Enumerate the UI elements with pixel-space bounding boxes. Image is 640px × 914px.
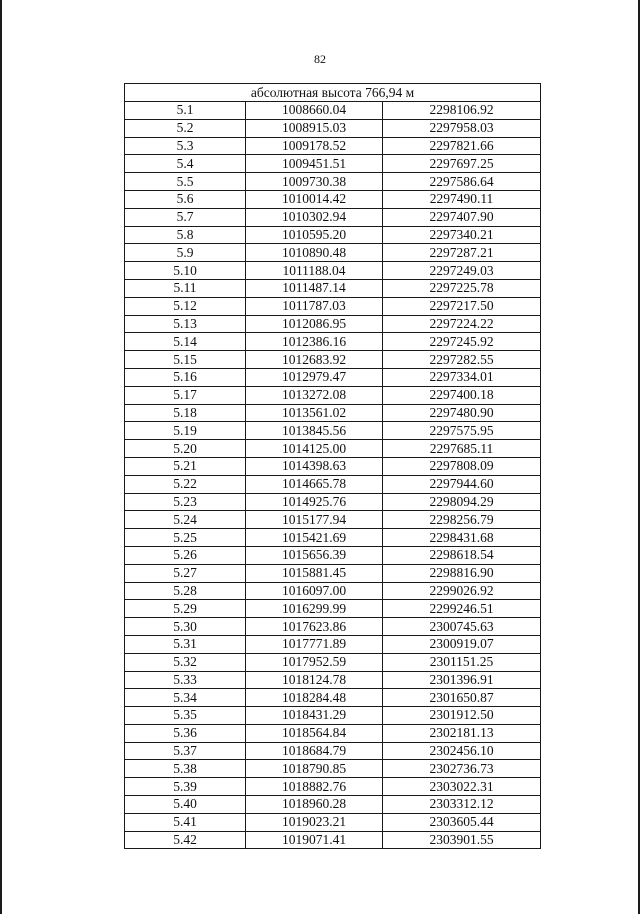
point-number-cell: 5.2 (125, 119, 246, 137)
table-header-row (125, 84, 541, 102)
point-number-cell: 5.15 (125, 351, 246, 369)
table-row (125, 689, 541, 707)
table-row (125, 279, 541, 297)
y-coordinate-cell: 2297808.09 (383, 457, 541, 475)
y-coordinate-cell: 2297224.22 (383, 315, 541, 333)
x-coordinate-cell: 1018960.28 (246, 796, 383, 814)
y-coordinate-cell: 2299246.51 (383, 600, 541, 618)
table-row (125, 208, 541, 226)
table-row (125, 368, 541, 386)
table-row (125, 707, 541, 725)
point-number-cell: 5.7 (125, 208, 246, 226)
y-coordinate-cell: 2298106.92 (383, 102, 541, 120)
table-row (125, 422, 541, 440)
point-number-cell: 5.35 (125, 707, 246, 725)
table-row (125, 529, 541, 547)
table-row (125, 226, 541, 244)
table-row (125, 137, 541, 155)
x-coordinate-cell: 1014925.76 (246, 493, 383, 511)
table-row (125, 582, 541, 600)
x-coordinate-cell: 1018564.84 (246, 724, 383, 742)
point-number-cell: 5.14 (125, 333, 246, 351)
table-row (125, 351, 541, 369)
x-coordinate-cell: 1017952.59 (246, 653, 383, 671)
y-coordinate-cell: 2297490.11 (383, 190, 541, 208)
table-row (125, 796, 541, 814)
point-number-cell: 5.8 (125, 226, 246, 244)
point-number-cell: 5.17 (125, 386, 246, 404)
x-coordinate-cell: 1016097.00 (246, 582, 383, 600)
x-coordinate-cell: 1018431.29 (246, 707, 383, 725)
point-number-cell: 5.19 (125, 422, 246, 440)
x-coordinate-cell: 1019071.41 (246, 831, 383, 849)
x-coordinate-cell: 1018882.76 (246, 778, 383, 796)
table-row (125, 813, 541, 831)
y-coordinate-cell: 2297821.66 (383, 137, 541, 155)
table-row (125, 671, 541, 689)
table-row (125, 564, 541, 582)
y-coordinate-cell: 2297575.95 (383, 422, 541, 440)
x-coordinate-cell: 1018684.79 (246, 742, 383, 760)
point-number-cell: 5.23 (125, 493, 246, 511)
x-coordinate-cell: 1018790.85 (246, 760, 383, 778)
x-coordinate-cell: 1013272.08 (246, 386, 383, 404)
table-row (125, 190, 541, 208)
x-coordinate-cell: 1014665.78 (246, 475, 383, 493)
table-row (125, 635, 541, 653)
table-row (125, 831, 541, 849)
table-row (125, 155, 541, 173)
point-number-cell: 5.18 (125, 404, 246, 422)
table-row (125, 262, 541, 280)
table-row (125, 173, 541, 191)
x-coordinate-cell: 1010014.42 (246, 190, 383, 208)
point-number-cell: 5.40 (125, 796, 246, 814)
table-row (125, 475, 541, 493)
x-coordinate-cell: 1015421.69 (246, 529, 383, 547)
point-number-cell: 5.21 (125, 457, 246, 475)
point-number-cell: 5.25 (125, 529, 246, 547)
y-coordinate-cell: 2301650.87 (383, 689, 541, 707)
point-number-cell: 5.29 (125, 600, 246, 618)
table-row (125, 297, 541, 315)
point-number-cell: 5.42 (125, 831, 246, 849)
table-row (125, 511, 541, 529)
coordinates-table (124, 83, 541, 849)
x-coordinate-cell: 1011188.04 (246, 262, 383, 280)
point-number-cell: 5.9 (125, 244, 246, 262)
y-coordinate-cell: 2297334.01 (383, 368, 541, 386)
y-coordinate-cell: 2298816.90 (383, 564, 541, 582)
point-number-cell: 5.30 (125, 618, 246, 636)
table-row (125, 493, 541, 511)
x-coordinate-cell: 1018124.78 (246, 671, 383, 689)
x-coordinate-cell: 1015177.94 (246, 511, 383, 529)
y-coordinate-cell: 2303605.44 (383, 813, 541, 831)
point-number-cell: 5.36 (125, 724, 246, 742)
x-coordinate-cell: 1015881.45 (246, 564, 383, 582)
table-row (125, 600, 541, 618)
x-coordinate-cell: 1018284.48 (246, 689, 383, 707)
table-row (125, 778, 541, 796)
y-coordinate-cell: 2297225.78 (383, 279, 541, 297)
y-coordinate-cell: 2301912.50 (383, 707, 541, 725)
point-number-cell: 5.13 (125, 315, 246, 333)
y-coordinate-cell: 2297340.21 (383, 226, 541, 244)
x-coordinate-cell: 1014398.63 (246, 457, 383, 475)
point-number-cell: 5.5 (125, 173, 246, 191)
x-coordinate-cell: 1017771.89 (246, 635, 383, 653)
x-coordinate-cell: 1011787.03 (246, 297, 383, 315)
y-coordinate-cell: 2297685.11 (383, 440, 541, 458)
x-coordinate-cell: 1015656.39 (246, 546, 383, 564)
table-row (125, 724, 541, 742)
y-coordinate-cell: 2303022.31 (383, 778, 541, 796)
x-coordinate-cell: 1014125.00 (246, 440, 383, 458)
y-coordinate-cell: 2297697.25 (383, 155, 541, 173)
y-coordinate-cell: 2302181.13 (383, 724, 541, 742)
y-coordinate-cell: 2303901.55 (383, 831, 541, 849)
table-row (125, 386, 541, 404)
table-row (125, 244, 541, 262)
point-number-cell: 5.26 (125, 546, 246, 564)
y-coordinate-cell: 2300919.07 (383, 635, 541, 653)
table-row (125, 102, 541, 120)
y-coordinate-cell: 2302456.10 (383, 742, 541, 760)
x-coordinate-cell: 1019023.21 (246, 813, 383, 831)
table-header-cell: абсолютная высота 766,94 м (125, 84, 541, 102)
table-row (125, 618, 541, 636)
point-number-cell: 5.41 (125, 813, 246, 831)
y-coordinate-cell: 2298431.68 (383, 529, 541, 547)
table-row (125, 315, 541, 333)
x-coordinate-cell: 1010302.94 (246, 208, 383, 226)
y-coordinate-cell: 2303312.12 (383, 796, 541, 814)
table-row (125, 333, 541, 351)
x-coordinate-cell: 1009730.38 (246, 173, 383, 191)
point-number-cell: 5.20 (125, 440, 246, 458)
point-number-cell: 5.32 (125, 653, 246, 671)
y-coordinate-cell: 2300745.63 (383, 618, 541, 636)
x-coordinate-cell: 1012979.47 (246, 368, 383, 386)
y-coordinate-cell: 2297282.55 (383, 351, 541, 369)
point-number-cell: 5.3 (125, 137, 246, 155)
table-row (125, 404, 541, 422)
table-row (125, 760, 541, 778)
y-coordinate-cell: 2302736.73 (383, 760, 541, 778)
point-number-cell: 5.4 (125, 155, 246, 173)
point-number-cell: 5.22 (125, 475, 246, 493)
x-coordinate-cell: 1009451.51 (246, 155, 383, 173)
page-number: 82 (314, 52, 326, 66)
point-number-cell: 5.16 (125, 368, 246, 386)
y-coordinate-cell: 2297407.90 (383, 208, 541, 226)
y-coordinate-cell: 2297958.03 (383, 119, 541, 137)
y-coordinate-cell: 2297400.18 (383, 386, 541, 404)
y-coordinate-cell: 2297944.60 (383, 475, 541, 493)
table-row (125, 546, 541, 564)
y-coordinate-cell: 2297287.21 (383, 244, 541, 262)
point-number-cell: 5.10 (125, 262, 246, 280)
point-number-cell: 5.1 (125, 102, 246, 120)
x-coordinate-cell: 1011487.14 (246, 279, 383, 297)
x-coordinate-cell: 1012086.95 (246, 315, 383, 333)
y-coordinate-cell: 2298094.29 (383, 493, 541, 511)
x-coordinate-cell: 1008660.04 (246, 102, 383, 120)
x-coordinate-cell: 1013561.02 (246, 404, 383, 422)
x-coordinate-cell: 1008915.03 (246, 119, 383, 137)
y-coordinate-cell: 2297480.90 (383, 404, 541, 422)
y-coordinate-cell: 2297586.64 (383, 173, 541, 191)
y-coordinate-cell: 2301396.91 (383, 671, 541, 689)
x-coordinate-cell: 1013845.56 (246, 422, 383, 440)
scan-border-left (0, 0, 2, 914)
table-row (125, 742, 541, 760)
point-number-cell: 5.37 (125, 742, 246, 760)
point-number-cell: 5.33 (125, 671, 246, 689)
table-row (125, 457, 541, 475)
table-row (125, 119, 541, 137)
table-row (125, 440, 541, 458)
y-coordinate-cell: 2297245.92 (383, 333, 541, 351)
x-coordinate-cell: 1009178.52 (246, 137, 383, 155)
point-number-cell: 5.39 (125, 778, 246, 796)
point-number-cell: 5.31 (125, 635, 246, 653)
y-coordinate-cell: 2297217.50 (383, 297, 541, 315)
point-number-cell: 5.38 (125, 760, 246, 778)
point-number-cell: 5.24 (125, 511, 246, 529)
x-coordinate-cell: 1010890.48 (246, 244, 383, 262)
y-coordinate-cell: 2301151.25 (383, 653, 541, 671)
point-number-cell: 5.11 (125, 279, 246, 297)
y-coordinate-cell: 2298618.54 (383, 546, 541, 564)
y-coordinate-cell: 2297249.03 (383, 262, 541, 280)
point-number-cell: 5.28 (125, 582, 246, 600)
x-coordinate-cell: 1012386.16 (246, 333, 383, 351)
point-number-cell: 5.12 (125, 297, 246, 315)
x-coordinate-cell: 1017623.86 (246, 618, 383, 636)
coordinates-table-body (125, 84, 541, 849)
x-coordinate-cell: 1012683.92 (246, 351, 383, 369)
x-coordinate-cell: 1010595.20 (246, 226, 383, 244)
point-number-cell: 5.34 (125, 689, 246, 707)
point-number-cell: 5.6 (125, 190, 246, 208)
x-coordinate-cell: 1016299.99 (246, 600, 383, 618)
table-row (125, 653, 541, 671)
y-coordinate-cell: 2298256.79 (383, 511, 541, 529)
y-coordinate-cell: 2299026.92 (383, 582, 541, 600)
point-number-cell: 5.27 (125, 564, 246, 582)
